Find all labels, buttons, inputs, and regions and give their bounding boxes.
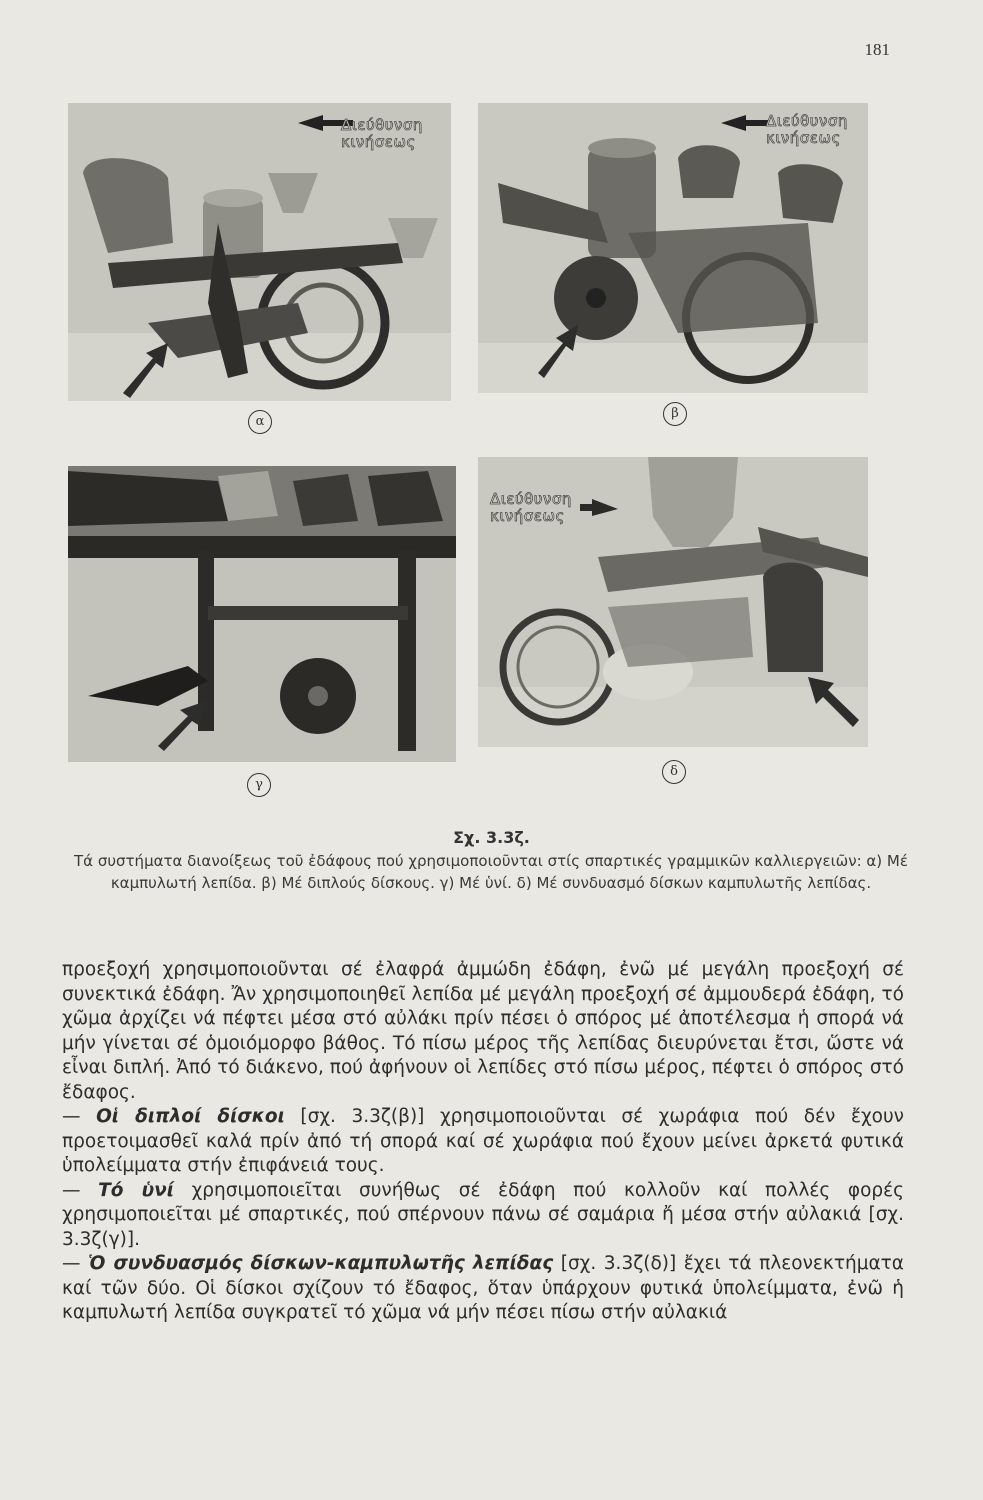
photo-d-discs-curved-blade bbox=[478, 457, 868, 747]
paragraph-1: προεξοχή χρησιμοποιοῦνται σέ ἐλαφρά ἀμμώδη ἐδάφη, ἐνῶ μέ μεγάλη προεξοχή σέ συνεκτικά ἐδάφη. Ἄν χρησιμοποιηθεῖ λεπίδα μέ μεγάλη προεξοχή σέ ἀμμουδερά ἐδάφη, τό χῶμα ἀρχίζει νά πέφτει μέσα στό αὐλάκι πρίν πέσει ὁ σπόρος μέ ἀποτέλεσμα ἡ σπορά νά μήν γίνεται σέ ὁμοιόμορφο βάθος. Τό πίσω μέρος τῆς λεπίδας διευρύνεται ἔτσι, ὥστε νά εἶναι διπλή. Ἀπό τό διάκενο, πού ἀφήνουν οἱ λεπίδες στό πίσω μέρος, πέφτει ὁ σπόρος στό ἔδαφος. bbox=[62, 959, 904, 1103]
lead-share: Τό ὑνί bbox=[98, 1179, 174, 1201]
figure-label-b: β bbox=[663, 402, 687, 426]
lead-double-discs: Οἱ διπλοί δίσκοι bbox=[96, 1106, 285, 1127]
figure-caption: Τά συστήματα διανοίξεως τοῦ ἐδάφους πού χρησιμοποιοῦνται στίς σπαρτικές γραμμικῶν καλλιεργειῶν: α) Μέ καμπυλωτή λεπίδα. β) Μέ διπλούς δίσκους. γ) Μέ ὑνί. δ) Μέ συνδυασμό δίσκων καμπυλωτῆς λεπίδας. bbox=[74, 852, 908, 892]
paragraph-2: — Οἱ διπλοί δίσκοι [σχ. 3.3ζ(β)] χρησιμοποιοῦνται σέ χωράφια πού δέν ἔχουν προετοιμασθεῖ καλά πρίν ἀπό τή σπορά καί σέ χωράφια πού ἔχουν μείνει ἀρκετά φυτικά ὑπολείμματα στήν ἐπιφάνειά τους. bbox=[62, 1106, 904, 1176]
paragraph-4: — Ὁ συνδυασμός δίσκων-καμπυλωτῆς λεπίδας [σχ. 3.3ζ(δ)] ἔχει τά πλεονεκτήματα καί τῶν δύο. Οἱ δίσκοι σχίζουν τό ἔδαφος, ὅταν ὑπάρχουν φυτικά ὑπολείμματα, ἐνῶ ἡ καμπυλωτή λεπίδα συγκρατεῖ τό χῶμα νά μήν πέσει πίσω στήν αὐλακιά bbox=[62, 1253, 904, 1323]
body-text bbox=[62, 958, 904, 1326]
direction-label-b: Διεύθυνση κινήσεως bbox=[766, 112, 848, 147]
direction-label-a: Διεύθυνση κινήσεως bbox=[341, 116, 423, 151]
page-number: 181 bbox=[864, 40, 890, 59]
paragraph-3: — Τό ὑνί χρησιμοποιεῖται συνήθως σέ ἐδάφη πού κολλοῦν καί πολλές φορές χρησιμοποιεῖται μέ σπαρτικές, πού σπέρνουν πάνω σέ σαμάρια ἤ μέσα στήν αὐλακιά [σχ. 3.3ζ(γ)]. bbox=[62, 1179, 905, 1250]
figure-label-d: δ bbox=[662, 760, 686, 784]
figure-label-a: α bbox=[248, 410, 272, 434]
photo-a-curved-blade bbox=[68, 103, 451, 401]
lead-combination: Ὁ συνδυασμός δίσκων-καμπυλωτῆς λεπίδας bbox=[88, 1253, 554, 1274]
photo-b-double-discs bbox=[478, 103, 868, 393]
photo-c-share bbox=[68, 466, 456, 762]
direction-label-d: Διεύθυνση κινήσεως bbox=[490, 490, 572, 525]
figure-label-c: γ bbox=[247, 773, 271, 797]
figure-caption-title: Σχ. 3.3ζ. bbox=[453, 828, 530, 847]
